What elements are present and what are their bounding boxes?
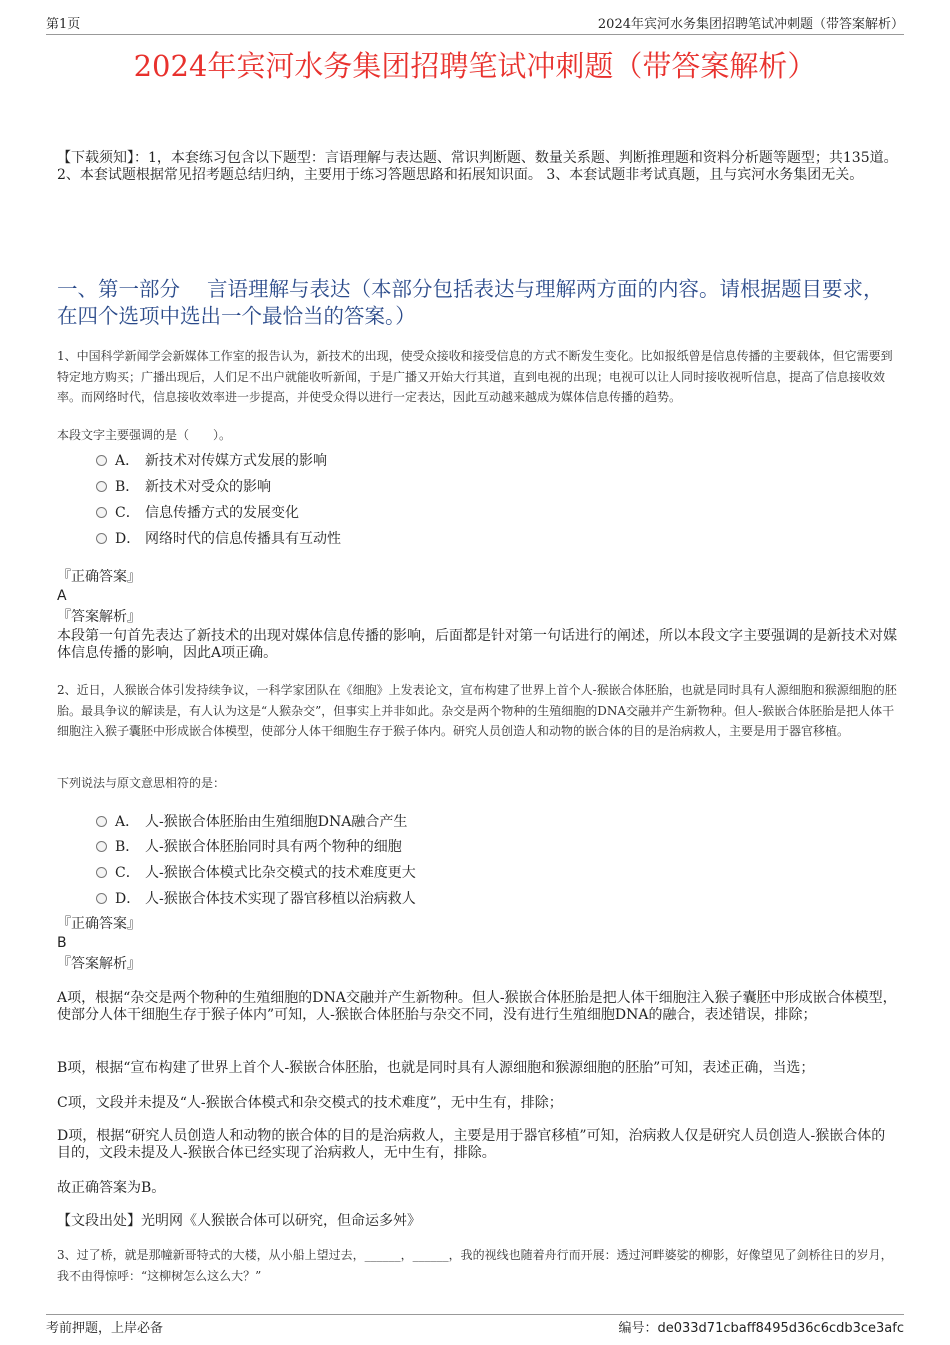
q1-option-d[interactable]: D． 网络时代的信息传播具有互动性 [96,528,341,548]
q1-option-a[interactable]: A． 新技术对传媒方式发展的影响 [96,450,327,470]
header-doc-title: 2024年宾河水务集团招聘笔试冲刺题（带答案解析） [597,17,904,32]
q2-conclusion: 故正确答案为B。 [57,1180,166,1196]
q2-answer: B [57,935,67,951]
question-2-ask: 下列说法与原文意思相符的是： [57,776,226,790]
question-2-stem: 2、近日，人猴嵌合体引发持续争议，一科学家团队在《细胞》上发表论文，宣布构建了世界上首个人-猴嵌合体胚胎，也就是同时具有人源细胞和猴源细胞的胚胎。最具争议的解读是，有人认为这是“人猴杂交”，但事实上并非如此。杂交是两个物种的生殖细胞的DNA交融并产生新物种。但人-猴嵌合体胚胎是把人体干细胞注入猴子囊胚中形成嵌合体模型，使部分人体干细胞生存于猴子体内。研究人员创造人和动物的嵌合体的目的是治病救人，主要是用于器官移植。 [57,683,897,738]
radio-icon[interactable] [96,867,107,878]
radio-icon[interactable] [96,481,107,492]
radio-icon[interactable] [96,816,107,827]
q1-option-b[interactable]: B． 新技术对受众的影响 [96,476,271,496]
download-notice: 【下载须知】：1，本套练习包含以下题型：言语理解与表达题、常识判断题、数量关系题、判断推理题和资料分析题等题型；共135道。 2、本套试题根据常见招考题总结归纳，主要用于练习答题思路和拓展知识面。 3、本套试题非考试真题，且与宾河水务集团无关。 [57,150,898,183]
radio-icon[interactable] [96,841,107,852]
page-number: 第1页 [46,17,81,32]
question-1-ask: 本段文字主要强调的是（ ）。 [57,428,232,442]
q2-analysis-c: C项，文段并未提及“人-猴嵌合体模式和杂交模式的技术难度”，无中生有，排除； [57,1095,563,1111]
q2-option-a[interactable]: A． 人-猴嵌合体胚胎由生殖细胞DNA融合产生 [96,811,407,831]
q1-analysis: 本段第一句首先表达了新技术的出现对媒体信息传播的影响，后面都是针对第一句话进行的阐述，所以本段文字主要强调的是新技术对媒体信息传播的影响，因此A项正确。 [57,628,897,661]
q2-option-d[interactable]: D． 人-猴嵌合体技术实现了器官移植以治病救人 [96,888,416,908]
question-3-stem: 3、过了桥，就是那幢新哥特式的大楼，从小船上望过去，______，______，我的视线也随着舟行而开展：透过河畔婆娑的柳影，好像望见了剑桥往日的岁月，我不由得惊呼：“这柳树怎么这么大？” [57,1248,893,1283]
footer-slogan: 考前押题，上岸必备 [46,1321,164,1336]
q1-analysis-label: 『答案解析』 [57,609,141,625]
section-heading: 一、第一部分 言语理解与表达（本部分包括表达与理解两方面的内容。请根据题目要求，在四个选项中选出一个最恰当的答案。） [57,277,884,328]
q2-analysis-d: D项，根据“研究人员创造人和动物的嵌合体的目的是治病救人，主要是用于器官移植”可知，治病救人仅是研究人员创造人-猴嵌合体的目的，文段未提及人-猴嵌合体已经实现了治病救人，无中生有，排除。 [57,1128,886,1161]
q1-answer-label: 『正确答案』 [57,569,141,585]
radio-icon[interactable] [96,507,107,518]
page-footer [46,1314,904,1336]
q2-source: 【文段出处】光明网《人猴嵌合体可以研究，但命运多舛》 [57,1213,421,1229]
q2-option-b[interactable]: B． 人-猴嵌合体胚胎同时具有两个物种的细胞 [96,836,402,856]
radio-icon[interactable] [96,893,107,904]
question-1-stem: 1、中国科学新闻学会新媒体工作室的报告认为，新技术的出现，使受众接收和接受信息的方式不断发生变化。比如报纸曾是信息传播的主要载体，但它需要到特定地方购买；广播出现后，人们足不出户就能收听新闻，于是广播又开始大行其道，直到电视的出现；电视可以让人同时接收视听信息，提高了信息接收效率。而网络时代，信息接收效率进一步提高，并使受众得以进行一定表达，因此互动越来越成为媒体信息传播的趋势。 [57,349,893,404]
q2-analysis-b: B项，根据“宣布构建了世界上首个人-猴嵌合体胚胎，也就是同时具有人源细胞和猴源细胞的胚胎”可知，表述正确，当选； [57,1060,815,1076]
page-title: 2024年宾河水务集团招聘笔试冲刺题（带答案解析） [133,49,817,83]
q1-answer: A [57,588,67,604]
q2-analysis-a: A项，根据“杂交是两个物种的生殖细胞的DNA交融并产生新物种。但人-猴嵌合体胚胎是把人体干细胞注入猴子囊胚中形成嵌合体模型，使部分人体干细胞生存于猴子体内”可知，人-猴嵌合体胚胎与杂交不同，没有进行生殖细胞DNA的融合，表述错误，排除； [57,990,897,1023]
radio-icon[interactable] [96,533,107,544]
footer-code: 编号：de033d71cbaff8495d36c6cdb3ce3afc [618,1321,904,1336]
q1-option-c[interactable]: C． 信息传播方式的发展变化 [96,502,299,522]
page-header [46,14,904,35]
q2-option-c[interactable]: C． 人-猴嵌合体模式比杂交模式的技术难度更大 [96,862,416,882]
radio-icon[interactable] [96,455,107,466]
q2-analysis-label: 『答案解析』 [57,956,141,972]
q2-answer-label: 『正确答案』 [57,916,141,932]
